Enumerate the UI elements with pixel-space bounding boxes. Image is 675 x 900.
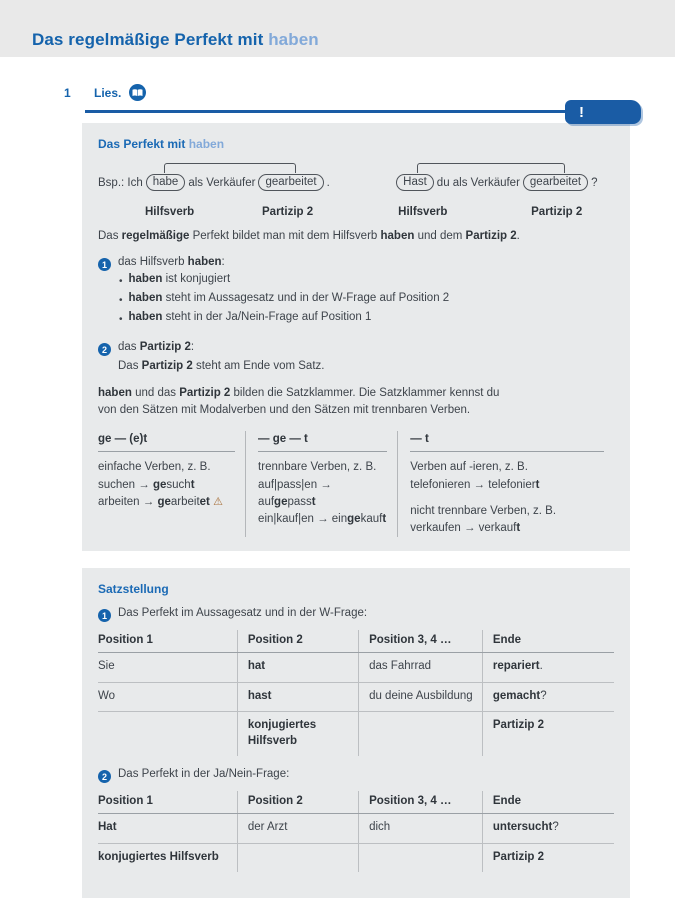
table-cell: Wo (98, 682, 237, 712)
page-title-accent: haben (268, 30, 319, 49)
task-number: 1 (64, 85, 71, 100)
table-row (98, 653, 614, 683)
number-badge-1: 1 (98, 258, 111, 271)
satzstellung-point-2 (98, 768, 614, 783)
table-row (98, 814, 614, 844)
sentence-prefix: Bsp.: Ich (98, 176, 143, 189)
intro-paragraph: Das regelmäßige Perfekt bildet man mit dem Hilfsverb haben und dem Partizip 2. (98, 230, 520, 242)
cell-line: verkaufen → verkauft (410, 522, 521, 535)
sentence-text (98, 174, 372, 191)
cell-line: suchen → gesucht (98, 478, 195, 491)
table-cell: dich (359, 814, 483, 844)
circled-partizip: gearbeitet (523, 174, 588, 191)
table-cell: das Fahrrad (359, 653, 483, 683)
satzklammer-bracket (164, 163, 296, 173)
point-title: Das Perfekt im Aussagesatz und in der W-Frage: (118, 607, 368, 620)
table-cell (359, 843, 483, 872)
column-header: Position 3, 4 … (359, 630, 483, 653)
point-1-bullets (119, 273, 614, 328)
point-2-head (98, 341, 614, 356)
number-badge-1: 1 (98, 609, 111, 622)
bullet-text: haben ist konjugiert (128, 273, 231, 285)
point-2-title: das Partizip 2: (118, 341, 195, 353)
bullet-text: haben steht in der Ja/Nein-Frage auf Position 1 (128, 311, 372, 323)
column-header: — ge — t (258, 431, 387, 452)
circled-hilfsverb: Hast (396, 174, 434, 191)
box1-heading-main: Das Perfekt mit (98, 137, 186, 151)
bullet-item (119, 292, 614, 309)
task-label: Lies. (94, 85, 122, 100)
bullet-dot: • (119, 276, 123, 287)
cell-line: arbeiten → gearbeitet ⚠ (98, 495, 223, 508)
table-cell: konjugiertes Hilfsverb (98, 850, 219, 863)
table-cell: konjugiertes Hilfsverb (237, 712, 358, 757)
satzklammer-line-2: von den Sätzen mit Modalverben und den Sätzen mit trennbaren Verben. (98, 403, 471, 416)
table-cell: untersucht? (482, 814, 614, 844)
table-header-row (98, 630, 614, 653)
box1-heading-accent: haben (188, 137, 225, 151)
table-cell: hast (237, 682, 358, 712)
table-header-row (98, 791, 614, 814)
bullet-item (119, 311, 614, 328)
table-cell: gemacht? (482, 682, 614, 712)
position-table-janein-frage (98, 791, 614, 872)
position-table-aussagesatz (98, 630, 614, 756)
page-title (32, 30, 319, 50)
satzklammer-bracket (417, 163, 565, 173)
grammar-box-satzstellung (82, 568, 630, 898)
column-header: — t (410, 431, 604, 452)
formation-col-t (397, 431, 614, 537)
bullet-dot: • (119, 295, 123, 306)
label-partizip2: Partizip 2 (262, 206, 314, 218)
bullet-text: haben steht im Aussagesatz und in der W-Frage auf Position 2 (128, 292, 450, 304)
rule-line (85, 110, 577, 113)
formation-col-ge-et (98, 431, 245, 537)
cell-line: telefonieren → telefoniert (410, 478, 540, 491)
label-hilfsverb: Hilfsverb (398, 206, 448, 218)
example-sentence-2 (396, 162, 614, 218)
table-cell: du deine Ausbildung (359, 682, 483, 712)
table-row (98, 712, 614, 757)
point-1-title: das Hilfsverb haben: (118, 256, 225, 268)
circled-partizip: gearbeitet (258, 174, 323, 191)
point-1 (98, 256, 614, 271)
page-header-band (0, 0, 675, 57)
satzklammer-paragraph (98, 385, 614, 418)
bullet-dot: • (119, 314, 123, 325)
sentence-end: ? (591, 176, 598, 189)
table-cell (98, 712, 237, 757)
table-row (98, 682, 614, 712)
table-cell (359, 712, 483, 757)
partizip-formation-table (98, 431, 614, 537)
box2-heading: Satzstellung (98, 582, 169, 597)
table-cell: hat (237, 653, 358, 683)
sentence-mid: als Verkäufer (188, 176, 256, 189)
label-partizip2: Partizip 2 (531, 206, 583, 218)
number-badge-2: 2 (98, 343, 111, 356)
column-header: Position 2 (237, 791, 358, 814)
table-cell: Sie (98, 653, 237, 683)
column-header: Ende (482, 791, 614, 814)
alert-exclamation: ! (579, 103, 584, 121)
cell-line: nicht trennbare Verben, z. B. (410, 504, 557, 517)
grammar-box-perfekt (82, 123, 630, 551)
number-badge-2: 2 (98, 770, 111, 783)
column-header: Position 1 (98, 791, 237, 814)
column-header: Position 1 (98, 630, 237, 653)
point-2-text: Das Partizip 2 steht am Ende vom Satz. (118, 360, 325, 372)
column-header: Ende (482, 630, 614, 653)
book-icon (129, 84, 146, 101)
example-sentences (98, 162, 614, 218)
table-cell: repariert. (482, 653, 614, 683)
bullet-item (119, 273, 614, 290)
box1-heading (98, 137, 614, 151)
table-row (98, 843, 614, 872)
example-sentence-1 (98, 162, 372, 218)
label-hilfsverb: Hilfsverb (145, 206, 195, 218)
table-cell: Partizip 2 (482, 712, 614, 757)
satzstellung-point-1 (98, 607, 614, 622)
column-header: Position 2 (237, 630, 358, 653)
alert-badge (565, 100, 641, 124)
cell-line: trennbare Verben, z. B. (258, 461, 377, 474)
cell-line: ein|kauf|en → eingekauft (258, 513, 387, 526)
page-title-main: Das regelmäßige Perfekt mit (32, 30, 264, 49)
circled-hilfsverb: habe (146, 174, 186, 191)
column-header: Position 3, 4 … (359, 791, 483, 814)
cell-line: auf|pass|en → aufgepasst (258, 478, 332, 508)
cell-line: einfache Verben, z. B. (98, 461, 211, 474)
formation-col-trennbar (245, 431, 397, 537)
table-cell (237, 843, 358, 872)
table-cell: Partizip 2 (482, 843, 614, 872)
table-cell: Hat (98, 814, 237, 844)
table-cell: der Arzt (237, 814, 358, 844)
sentence-text (396, 174, 614, 191)
satzklammer-line-1: haben und das Partizip 2 bilden die Satzklammer. Die Satzklammer kennst du (98, 387, 500, 399)
column-header: ge — (e)t (98, 431, 235, 452)
sentence-end: . (326, 176, 330, 189)
sentence-mid: du als Verkäufer (436, 176, 520, 189)
cell-line: Verben auf -ieren, z. B. (410, 461, 528, 474)
task-row (64, 84, 675, 101)
section-rule (85, 103, 633, 121)
point-2 (98, 341, 614, 372)
point-title: Das Perfekt in der Ja/Nein-Frage: (118, 768, 290, 781)
